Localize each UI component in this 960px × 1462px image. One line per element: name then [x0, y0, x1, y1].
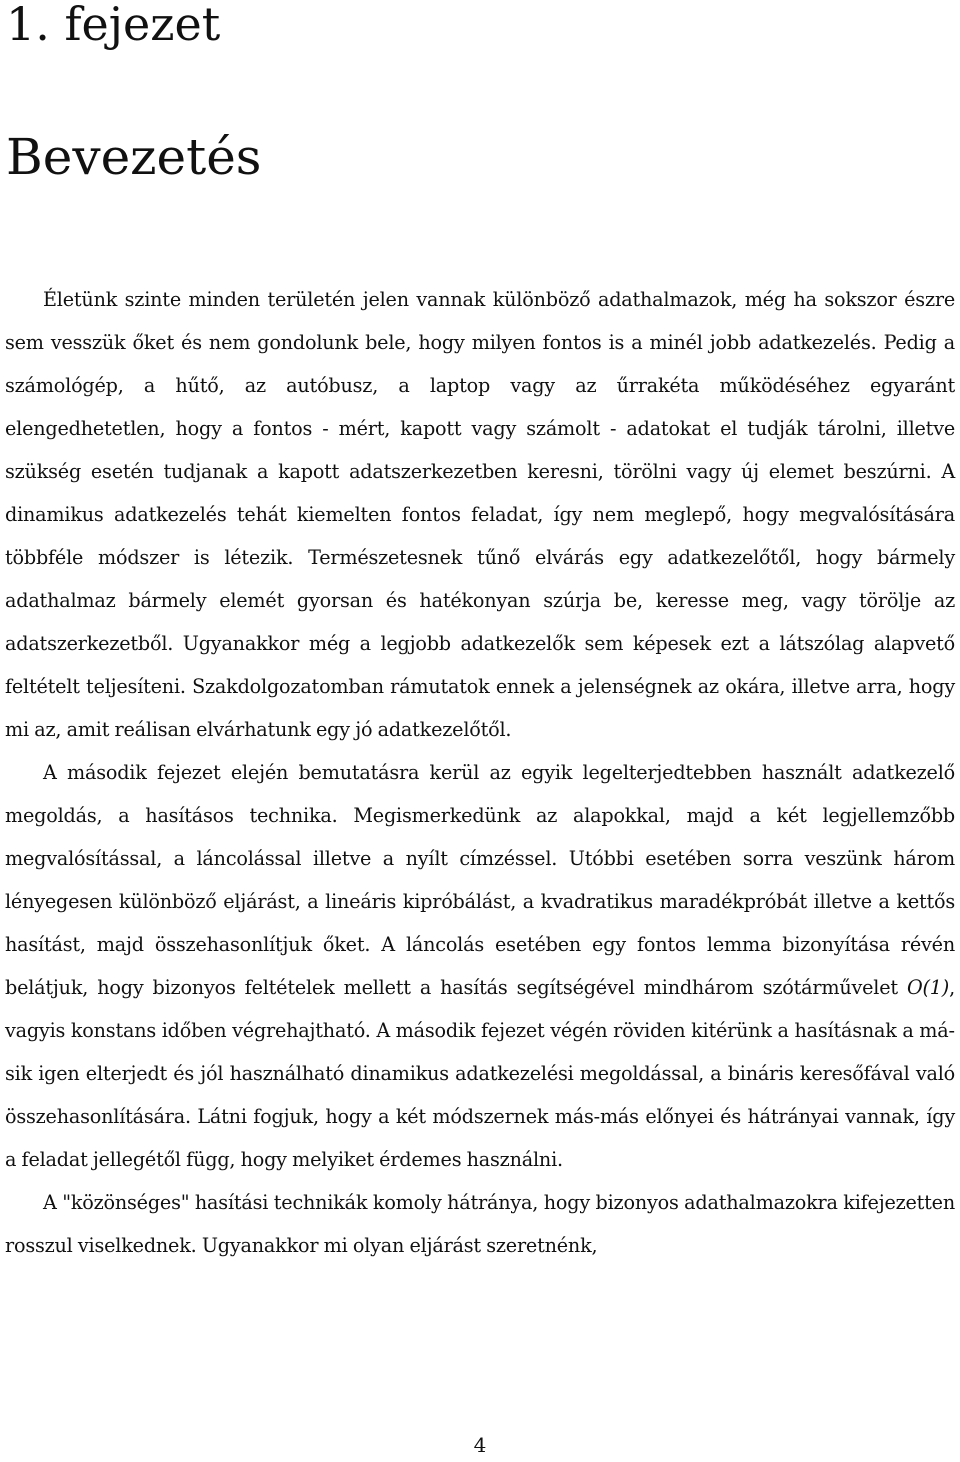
paragraph-text-before-formula: A második fejezet elején bemutatásra kerül az egyik legelterjedtebben használt adatkezelő megoldás, a hasításos technika. Megismerkedünk az alapokkal, majd a két legjellemzőbb megvalósítással, a láncolással illetve a nyílt címzéssel. Utóbbi esetében sorra veszünk három lényegesen különböző eljárást, a lineáris kipróbálást, a kvadratikus maradékpróbát illetve a kettős hasítást, majd összehasonlítjuk őket. A láncolás esetében egy fontos lemma bizonyítása révén belátjuk, hogy bizonyos feltételek mellett a hasítás segítségével mindhárom szótárművelet: [5, 761, 955, 999]
paragraph-text-after-formula: , vagyis konstans időben végrehajtható. A második fejezet végén röviden kitérünk a hasításnak a másik igen elterjedt és jól használható dinamikus adatkezelési megoldással, a bináris keresőfával való összehasonlítására. Látni fogjuk, hogy a két módszernek más-más előnyei és hátrányai vannak, így a feladat jellegétől függ, hogy melyiket érdemes használni.: [5, 976, 955, 1171]
page-number: 4: [473, 1433, 487, 1457]
paragraph-hashing-drawback: A "közönséges" hasítási technikák komoly hátránya, hogy bizonyos adathalmazokra kifejezetten rosszul viselkednek. Ugyanakkor mi olyan eljárást szeretnénk,: [5, 1191, 955, 1257]
paragraph-intro: Életünk szinte minden területén jelen vannak különböző adathalmazok, még ha sokszor észre sem vesszük őket és nem gondolunk bele, hogy milyen fontos is a minél jobb adatkezelés. Pedig a számológép, a hűtő, az autóbusz, a laptop vagy az űrrakéta működéséhez egyaránt elengedhetetlen, hogy a fontos - mért, kapott vagy számolt - adatokat el tudják tárolni, illetve szükség esetén tudjanak a kapott adatszerkezetben keresni, törölni vagy új elemet beszúrni. A dinamikus adatkezelés tehát kiemelten fontos feladat, így nem meglepő, hogy megvalósítására többféle módszer is létezik. Természetesnek tűnő elvárás egy adatkezelőtől, hogy bármely adathalmaz bármely elemét gyorsan és hatékonyan szúrja be, keresse meg, vagy törölje az adatszerkezetből. Ugyanakkor még a legjobb adatkezelők sem képesek ezt a látszólag alapvető feltételt teljesíteni. Szakdolgozatomban rámutatok ennek a jelenségnek az okára, illetve arra, hogy mi az, amit reálisan elvárhatunk egy jó adatkezelőtől.: [5, 288, 955, 741]
body-text: [5, 278, 955, 1267]
chapter-label: 1. fejezet: [6, 0, 221, 51]
big-o-formula: O(1): [906, 976, 950, 999]
chapter-title: Bevezetés: [6, 128, 262, 186]
paragraph-chapter-overview: [5, 751, 955, 1181]
